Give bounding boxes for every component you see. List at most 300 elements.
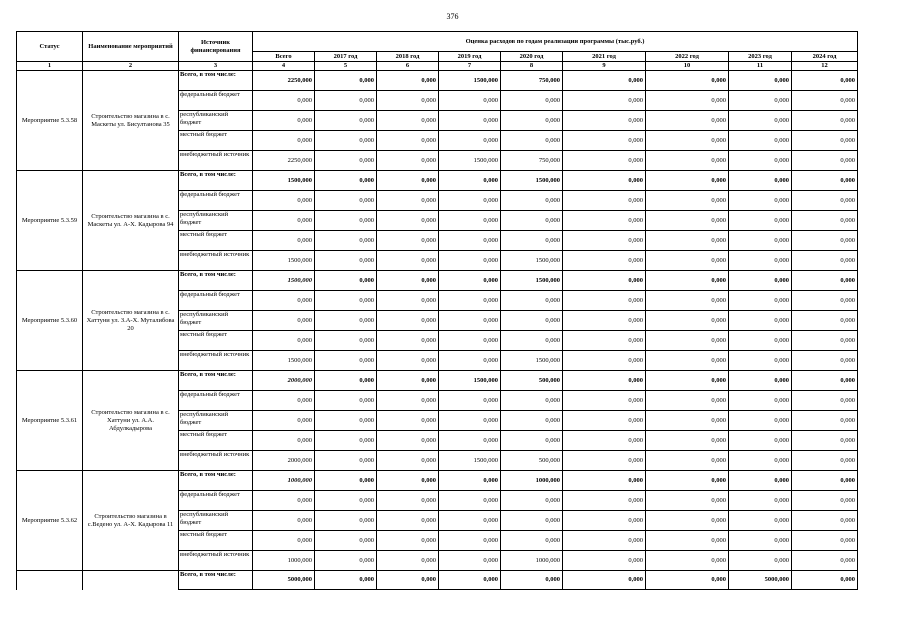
value-cell: 0,000 bbox=[729, 291, 792, 311]
value-cell: 5000,000 bbox=[729, 571, 792, 590]
funding-source: Всего, в том числе: bbox=[179, 371, 253, 391]
value-cell: 0,000 bbox=[729, 131, 792, 151]
value-cell: 0,000 bbox=[315, 71, 377, 91]
header-name: Наименование мероприятий bbox=[83, 32, 179, 62]
value-cell: 0,000 bbox=[792, 371, 858, 391]
value-cell: 0,000 bbox=[729, 391, 792, 411]
value-cell: 0,000 bbox=[377, 111, 439, 131]
header-column: 2019 год bbox=[439, 52, 501, 62]
value-cell: 0,000 bbox=[646, 331, 729, 351]
value-cell: 0,000 bbox=[377, 571, 439, 590]
value-cell: 0,000 bbox=[501, 531, 563, 551]
value-cell: 0,000 bbox=[729, 111, 792, 131]
value-cell: 0,000 bbox=[315, 91, 377, 111]
value-cell: 0,000 bbox=[563, 491, 646, 511]
value-cell: 1500,000 bbox=[501, 351, 563, 371]
value-cell: 0,000 bbox=[253, 331, 315, 351]
value-cell: 1500,000 bbox=[501, 251, 563, 271]
value-cell: 0,000 bbox=[439, 491, 501, 511]
value-cell: 0,000 bbox=[439, 391, 501, 411]
value-cell: 0,000 bbox=[501, 131, 563, 151]
value-cell: 0,000 bbox=[377, 371, 439, 391]
value-cell: 0,000 bbox=[377, 451, 439, 471]
funding-source: федеральный бюджет bbox=[179, 391, 253, 411]
value-cell: 0,000 bbox=[439, 411, 501, 431]
value-cell: 0,000 bbox=[377, 211, 439, 231]
value-cell: 0,000 bbox=[563, 451, 646, 471]
value-cell: 0,000 bbox=[439, 131, 501, 151]
value-cell: 1500,000 bbox=[253, 351, 315, 371]
value-cell: 0,000 bbox=[729, 151, 792, 171]
value-cell: 0,000 bbox=[253, 311, 315, 331]
value-cell: 0,000 bbox=[563, 571, 646, 590]
value-cell: 0,000 bbox=[501, 111, 563, 131]
header-index: 7 bbox=[439, 62, 501, 71]
value-cell: 0,000 bbox=[315, 471, 377, 491]
value-cell: 0,000 bbox=[646, 211, 729, 231]
empty-status bbox=[17, 571, 83, 590]
value-cell: 0,000 bbox=[377, 471, 439, 491]
value-cell: 0,000 bbox=[646, 451, 729, 471]
value-cell: 0,000 bbox=[253, 431, 315, 451]
value-cell: 0,000 bbox=[792, 331, 858, 351]
value-cell: 0,000 bbox=[792, 111, 858, 131]
value-cell: 0,000 bbox=[563, 331, 646, 351]
value-cell: 0,000 bbox=[646, 71, 729, 91]
value-cell: 0,000 bbox=[377, 191, 439, 211]
value-cell: 0,000 bbox=[646, 171, 729, 191]
value-cell: 1500,000 bbox=[253, 251, 315, 271]
value-cell: 0,000 bbox=[729, 531, 792, 551]
funding-source: местный бюджет bbox=[179, 231, 253, 251]
value-cell: 0,000 bbox=[729, 71, 792, 91]
value-cell: 0,000 bbox=[729, 211, 792, 231]
value-cell: 0,000 bbox=[792, 231, 858, 251]
value-cell: 0,000 bbox=[729, 251, 792, 271]
value-cell: 0,000 bbox=[501, 191, 563, 211]
header-index: 3 bbox=[179, 62, 253, 71]
value-cell: 500,000 bbox=[501, 371, 563, 391]
header-index: 4 bbox=[253, 62, 315, 71]
value-cell: 0,000 bbox=[501, 511, 563, 531]
value-cell: 0,000 bbox=[563, 251, 646, 271]
funding-source: внебюджетный источник bbox=[179, 151, 253, 171]
empty-name bbox=[83, 571, 179, 590]
value-cell: 0,000 bbox=[253, 291, 315, 311]
value-cell: 0,000 bbox=[729, 551, 792, 571]
funding-source: местный бюджет bbox=[179, 531, 253, 551]
value-cell: 500,000 bbox=[501, 451, 563, 471]
value-cell: 0,000 bbox=[315, 171, 377, 191]
value-cell: 0,000 bbox=[501, 411, 563, 431]
value-cell: 0,000 bbox=[792, 491, 858, 511]
value-cell: 0,000 bbox=[646, 191, 729, 211]
value-cell: 0,000 bbox=[563, 171, 646, 191]
value-cell: 0,000 bbox=[253, 491, 315, 511]
value-cell: 0,000 bbox=[315, 111, 377, 131]
table-row bbox=[17, 471, 858, 491]
value-cell: 0,000 bbox=[439, 171, 501, 191]
value-cell: 0,000 bbox=[792, 191, 858, 211]
value-cell: 1500,000 bbox=[253, 271, 315, 291]
value-cell: 0,000 bbox=[377, 271, 439, 291]
header-index: 6 bbox=[377, 62, 439, 71]
funding-source: внебюджетный источник bbox=[179, 351, 253, 371]
value-cell: 0,000 bbox=[253, 211, 315, 231]
value-cell: 0,000 bbox=[563, 471, 646, 491]
funding-source: Всего, в том числе: bbox=[179, 171, 253, 191]
value-cell: 0,000 bbox=[315, 491, 377, 511]
header-index: 2 bbox=[83, 62, 179, 71]
funding-source: местный бюджет bbox=[179, 431, 253, 451]
value-cell: 0,000 bbox=[792, 351, 858, 371]
value-cell: 0,000 bbox=[439, 111, 501, 131]
value-cell: 0,000 bbox=[501, 311, 563, 331]
header-source: Источник финансирования bbox=[179, 32, 253, 62]
funding-source: республиканский бюджет bbox=[179, 311, 253, 331]
value-cell: 0,000 bbox=[439, 431, 501, 451]
value-cell: 1500,000 bbox=[439, 71, 501, 91]
value-cell: 0,000 bbox=[646, 411, 729, 431]
table-body bbox=[17, 71, 858, 590]
value-cell: 0,000 bbox=[315, 411, 377, 431]
funding-source: федеральный бюджет bbox=[179, 491, 253, 511]
value-cell: 0,000 bbox=[563, 371, 646, 391]
value-cell: 0,000 bbox=[377, 291, 439, 311]
activity-name: Строительство магазина в с. Хаттуни ул. А.А. Абдулкадырова bbox=[83, 371, 179, 471]
value-cell: 1500,000 bbox=[439, 451, 501, 471]
value-cell: 0,000 bbox=[646, 491, 729, 511]
value-cell: 0,000 bbox=[315, 351, 377, 371]
value-cell: 0,000 bbox=[563, 271, 646, 291]
value-cell: 0,000 bbox=[377, 551, 439, 571]
value-cell: 0,000 bbox=[315, 251, 377, 271]
value-cell: 0,000 bbox=[563, 511, 646, 531]
value-cell: 0,000 bbox=[439, 191, 501, 211]
funding-source: республиканский бюджет bbox=[179, 111, 253, 131]
value-cell: 0,000 bbox=[439, 251, 501, 271]
value-cell: 0,000 bbox=[563, 291, 646, 311]
value-cell: 0,000 bbox=[729, 471, 792, 491]
value-cell: 0,000 bbox=[792, 511, 858, 531]
value-cell: 0,000 bbox=[563, 191, 646, 211]
value-cell: 0,000 bbox=[377, 351, 439, 371]
value-cell: 0,000 bbox=[646, 371, 729, 391]
value-cell: 0,000 bbox=[315, 391, 377, 411]
table-row bbox=[17, 171, 858, 191]
activity-name: Строительство магазина в с. Хаттуни ул. З.А-Х. Муталибова 20 bbox=[83, 271, 179, 371]
value-cell: 0,000 bbox=[646, 311, 729, 331]
value-cell: 0,000 bbox=[377, 411, 439, 431]
header-status: Статус bbox=[17, 32, 83, 62]
value-cell: 0,000 bbox=[792, 71, 858, 91]
value-cell: 0,000 bbox=[253, 191, 315, 211]
value-cell: 0,000 bbox=[315, 511, 377, 531]
funding-source: Всего, в том числе: bbox=[179, 71, 253, 91]
value-cell: 0,000 bbox=[377, 91, 439, 111]
funding-source: республиканский бюджет bbox=[179, 511, 253, 531]
value-cell: 0,000 bbox=[646, 151, 729, 171]
value-cell: 0,000 bbox=[315, 331, 377, 351]
value-cell: 0,000 bbox=[729, 331, 792, 351]
value-cell: 0,000 bbox=[646, 351, 729, 371]
value-cell: 0,000 bbox=[729, 511, 792, 531]
value-cell: 0,000 bbox=[646, 291, 729, 311]
value-cell: 0,000 bbox=[315, 191, 377, 211]
value-cell: 0,000 bbox=[792, 571, 858, 590]
value-cell: 0,000 bbox=[501, 211, 563, 231]
value-cell: 0,000 bbox=[315, 551, 377, 571]
value-cell: 0,000 bbox=[792, 211, 858, 231]
activity-status: Мероприятие 5.3.60 bbox=[17, 271, 83, 371]
value-cell: 0,000 bbox=[563, 351, 646, 371]
funding-source: республиканский бюджет bbox=[179, 411, 253, 431]
header-index: 11 bbox=[729, 62, 792, 71]
value-cell: 0,000 bbox=[439, 331, 501, 351]
value-cell: 0,000 bbox=[315, 571, 377, 590]
header-index: 8 bbox=[501, 62, 563, 71]
value-cell: 0,000 bbox=[646, 271, 729, 291]
value-cell: 0,000 bbox=[377, 331, 439, 351]
value-cell: 0,000 bbox=[377, 171, 439, 191]
activity-status: Мероприятие 5.3.61 bbox=[17, 371, 83, 471]
header-index: 10 bbox=[646, 62, 729, 71]
value-cell: 0,000 bbox=[563, 151, 646, 171]
value-cell: 1000,000 bbox=[253, 551, 315, 571]
value-cell: 0,000 bbox=[563, 391, 646, 411]
funding-source: федеральный бюджет bbox=[179, 191, 253, 211]
value-cell: 0,000 bbox=[729, 91, 792, 111]
value-cell: 0,000 bbox=[253, 91, 315, 111]
value-cell: 0,000 bbox=[792, 271, 858, 291]
value-cell: 1000,000 bbox=[501, 551, 563, 571]
value-cell: 0,000 bbox=[439, 351, 501, 371]
value-cell: 0,000 bbox=[792, 391, 858, 411]
value-cell: 0,000 bbox=[792, 91, 858, 111]
value-cell: 0,000 bbox=[253, 511, 315, 531]
value-cell: 0,000 bbox=[563, 111, 646, 131]
value-cell: 1000,000 bbox=[501, 471, 563, 491]
funding-source: местный бюджет bbox=[179, 331, 253, 351]
value-cell: 0,000 bbox=[253, 391, 315, 411]
value-cell: 1500,000 bbox=[439, 151, 501, 171]
value-cell: 0,000 bbox=[501, 331, 563, 351]
value-cell: 1500,000 bbox=[439, 371, 501, 391]
header-column: 2021 год bbox=[563, 52, 646, 62]
budget-table bbox=[16, 31, 858, 590]
value-cell: 0,000 bbox=[792, 531, 858, 551]
header-estimate: Оценка расходов по годам реализации программы (тыс.руб.) bbox=[253, 32, 858, 52]
funding-source: Всего, в том числе: bbox=[179, 271, 253, 291]
value-cell: 0,000 bbox=[377, 251, 439, 271]
value-cell: 0,000 bbox=[501, 91, 563, 111]
value-cell: 0,000 bbox=[792, 171, 858, 191]
header-column: 2020 год bbox=[501, 52, 563, 62]
value-cell: 0,000 bbox=[646, 531, 729, 551]
value-cell: 0,000 bbox=[792, 411, 858, 431]
value-cell: 0,000 bbox=[501, 491, 563, 511]
value-cell: 0,000 bbox=[563, 311, 646, 331]
page-number: 376 bbox=[446, 12, 459, 21]
activity-status: Мероприятие 5.3.58 bbox=[17, 71, 83, 171]
value-cell: 0,000 bbox=[315, 131, 377, 151]
value-cell: 0,000 bbox=[501, 571, 563, 590]
header-column: 2018 год bbox=[377, 52, 439, 62]
value-cell: 0,000 bbox=[377, 391, 439, 411]
table-row bbox=[17, 571, 858, 590]
funding-source: местный бюджет bbox=[179, 131, 253, 151]
value-cell: 0,000 bbox=[439, 91, 501, 111]
value-cell: 0,000 bbox=[253, 531, 315, 551]
value-cell: 0,000 bbox=[646, 551, 729, 571]
value-cell: 0,000 bbox=[563, 71, 646, 91]
value-cell: 0,000 bbox=[377, 431, 439, 451]
value-cell: 750,000 bbox=[501, 151, 563, 171]
value-cell: 0,000 bbox=[377, 71, 439, 91]
header-column: 2024 год bbox=[792, 52, 858, 62]
value-cell: 0,000 bbox=[646, 571, 729, 590]
value-cell: 0,000 bbox=[563, 431, 646, 451]
value-cell: 0,000 bbox=[792, 431, 858, 451]
value-cell: 0,000 bbox=[646, 111, 729, 131]
value-cell: 0,000 bbox=[646, 391, 729, 411]
value-cell: 0,000 bbox=[563, 551, 646, 571]
funding-source: внебюджетный источник bbox=[179, 551, 253, 571]
funding-source: федеральный бюджет bbox=[179, 91, 253, 111]
value-cell: 0,000 bbox=[439, 551, 501, 571]
value-cell: 1500,000 bbox=[253, 171, 315, 191]
value-cell: 0,000 bbox=[315, 151, 377, 171]
value-cell: 0,000 bbox=[729, 311, 792, 331]
activity-name: Строительство магазина в с. Маскеты ул. А-Х. Кадырова 94 bbox=[83, 171, 179, 271]
value-cell: 1000,000 bbox=[253, 471, 315, 491]
value-cell: 0,000 bbox=[792, 131, 858, 151]
value-cell: 0,000 bbox=[439, 511, 501, 531]
value-cell: 0,000 bbox=[253, 131, 315, 151]
header-index: 12 bbox=[792, 62, 858, 71]
value-cell: 0,000 bbox=[646, 131, 729, 151]
header-index: 1 bbox=[17, 62, 83, 71]
value-cell: 0,000 bbox=[729, 451, 792, 471]
value-cell: 2250,000 bbox=[253, 151, 315, 171]
value-cell: 0,000 bbox=[377, 151, 439, 171]
value-cell: 0,000 bbox=[792, 151, 858, 171]
value-cell: 0,000 bbox=[563, 231, 646, 251]
header-column: 2017 год bbox=[315, 52, 377, 62]
value-cell: 0,000 bbox=[253, 111, 315, 131]
table-row bbox=[17, 371, 858, 391]
value-cell: 0,000 bbox=[377, 231, 439, 251]
activity-status: Мероприятие 5.3.59 bbox=[17, 171, 83, 271]
value-cell: 0,000 bbox=[792, 251, 858, 271]
value-cell: 0,000 bbox=[646, 431, 729, 451]
value-cell: 0,000 bbox=[439, 471, 501, 491]
value-cell: 0,000 bbox=[729, 171, 792, 191]
value-cell: 0,000 bbox=[729, 271, 792, 291]
value-cell: 0,000 bbox=[563, 91, 646, 111]
value-cell: 0,000 bbox=[315, 211, 377, 231]
value-cell: 0,000 bbox=[729, 191, 792, 211]
value-cell: 0,000 bbox=[315, 451, 377, 471]
value-cell: 0,000 bbox=[377, 131, 439, 151]
value-cell: 0,000 bbox=[792, 451, 858, 471]
value-cell: 0,000 bbox=[377, 511, 439, 531]
value-cell: 0,000 bbox=[563, 211, 646, 231]
funding-source: внебюджетный источник bbox=[179, 451, 253, 471]
value-cell: 1500,000 bbox=[501, 271, 563, 291]
value-cell: 0,000 bbox=[253, 411, 315, 431]
value-cell: 0,000 bbox=[253, 231, 315, 251]
value-cell: 0,000 bbox=[646, 231, 729, 251]
header-index: 9 bbox=[563, 62, 646, 71]
value-cell: 2000,000 bbox=[253, 451, 315, 471]
table-row bbox=[17, 271, 858, 291]
value-cell: 0,000 bbox=[646, 91, 729, 111]
funding-source: федеральный бюджет bbox=[179, 291, 253, 311]
value-cell: 0,000 bbox=[501, 391, 563, 411]
header-column: 2023 год bbox=[729, 52, 792, 62]
value-cell: 0,000 bbox=[729, 351, 792, 371]
value-cell: 2000,000 bbox=[253, 371, 315, 391]
value-cell: 0,000 bbox=[315, 311, 377, 331]
value-cell: 0,000 bbox=[501, 291, 563, 311]
funding-source: Всего, в том числе: bbox=[179, 471, 253, 491]
activity-status: Мероприятие 5.3.62 bbox=[17, 471, 83, 571]
value-cell: 0,000 bbox=[315, 431, 377, 451]
value-cell: 0,000 bbox=[377, 311, 439, 331]
value-cell: 0,000 bbox=[729, 491, 792, 511]
value-cell: 0,000 bbox=[315, 371, 377, 391]
value-cell: 0,000 bbox=[315, 231, 377, 251]
table-row bbox=[17, 71, 858, 91]
activity-name: Строительство магазина в с. Маскеты ул. Бисултанова 35 bbox=[83, 71, 179, 171]
value-cell: 0,000 bbox=[315, 271, 377, 291]
value-cell: 0,000 bbox=[563, 531, 646, 551]
value-cell: 0,000 bbox=[563, 131, 646, 151]
table-header bbox=[17, 32, 858, 71]
value-cell: 0,000 bbox=[439, 291, 501, 311]
value-cell: 5000,000 bbox=[253, 571, 315, 590]
value-cell: 750,000 bbox=[501, 71, 563, 91]
value-cell: 1500,000 bbox=[501, 171, 563, 191]
value-cell: 2250,000 bbox=[253, 71, 315, 91]
value-cell: 0,000 bbox=[439, 311, 501, 331]
header-index: 5 bbox=[315, 62, 377, 71]
funding-source: Всего, в том числе: bbox=[179, 571, 253, 590]
value-cell: 0,000 bbox=[792, 551, 858, 571]
value-cell: 0,000 bbox=[646, 251, 729, 271]
value-cell: 0,000 bbox=[439, 231, 501, 251]
value-cell: 0,000 bbox=[792, 311, 858, 331]
value-cell: 0,000 bbox=[439, 271, 501, 291]
value-cell: 0,000 bbox=[792, 291, 858, 311]
value-cell: 0,000 bbox=[729, 371, 792, 391]
funding-source: республиканский бюджет bbox=[179, 211, 253, 231]
value-cell: 0,000 bbox=[729, 431, 792, 451]
funding-source: внебюджетный источник bbox=[179, 251, 253, 271]
value-cell: 0,000 bbox=[439, 211, 501, 231]
header-column: Всего bbox=[253, 52, 315, 62]
header-column: 2022 год bbox=[646, 52, 729, 62]
value-cell: 0,000 bbox=[315, 291, 377, 311]
activity-name: Строительство магазина в с.Ведено ул. А-Х. Кадырова 11 bbox=[83, 471, 179, 571]
value-cell: 0,000 bbox=[315, 531, 377, 551]
value-cell: 0,000 bbox=[501, 431, 563, 451]
value-cell: 0,000 bbox=[646, 511, 729, 531]
value-cell: 0,000 bbox=[646, 471, 729, 491]
value-cell: 0,000 bbox=[729, 231, 792, 251]
value-cell: 0,000 bbox=[729, 411, 792, 431]
